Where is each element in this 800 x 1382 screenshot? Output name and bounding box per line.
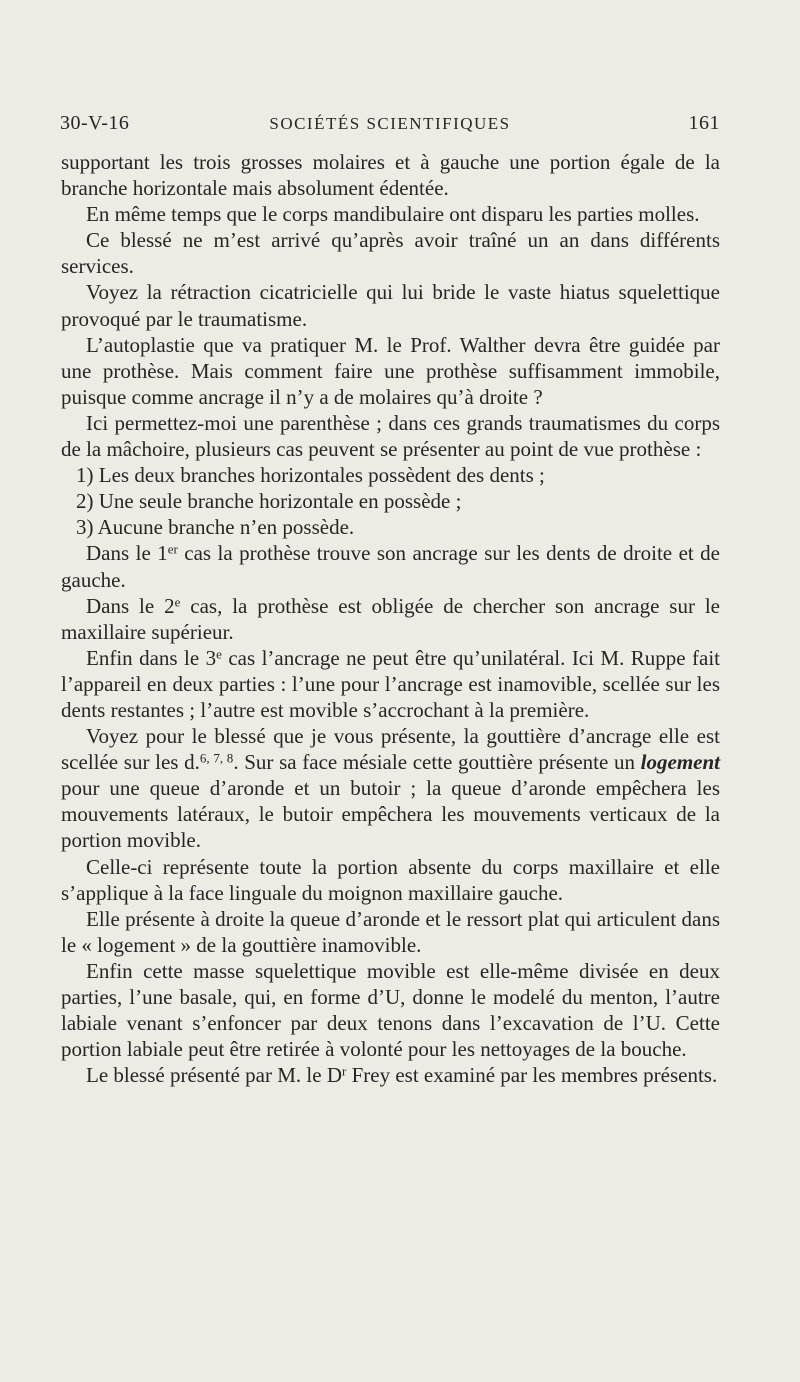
page-number: 161 [688, 112, 720, 134]
paragraph: L’autoplastie que va pratiquer M. le Prof. Walther devra être guidée par une prothèse. Mais comment faire une prothèse suffisamment immobile, puisque comme ancrage il n’y a de molaires qu’à droite ? [61, 332, 720, 409]
paragraph: Le blessé présenté par M. le $D^r$ Frey est examiné par les membres présents. [86, 1063, 718, 1088]
paragraph: Voyez pour le blessé que je vous présente, la gouttière d’ancrage elle est scellée sur les d.$^{6, 7, 8}$. Sur sa face mésiale cette gouttière présente un logement pour une queue d’aronde et un butoir ; la queue d’aronde empêchera les mouvements latéraux, le butoir empêchera les mouvements verticaux de la portion movible. [61, 724, 720, 853]
paragraph: En même temps que le corps mandibulaire ont disparu les parties molles. [86, 202, 700, 227]
paragraph: Ici permettez-moi une parenthèse ; dans ces grands traumatismes du corps de la mâchoire, plusieurs cas peuvent se présenter au point de vue prothèse : [61, 410, 720, 462]
header-title: SOCIÉTÉS SCIENTIFIQUES [269, 114, 511, 133]
emphasis: logement [640, 750, 720, 775]
paragraph: Voyez la rétraction cicatricielle qui lui bride le vaste hiatus squelettique provoqué par le traumatisme. [61, 280, 720, 331]
paragraph: supportant les trois grosses molaires et à gauche une portion égale de la branche horizontale mais absolument édentée. [61, 150, 720, 201]
paragraph: Dans le 2e cas, la prothèse est obligée de chercher son ancrage sur le maxillaire supérieur. [61, 593, 720, 644]
paragraph: Celle-ci représente toute la portion absente du corps maxillaire et elle s’applique à la face linguale du moignon maxillaire gauche. [61, 854, 720, 905]
header-date: 30-V-16 [60, 112, 130, 134]
paragraph: Ce blessé ne m’est arrivé qu’après avoir traîné un an dans différents services. [61, 228, 720, 279]
list-item: 2) Une seule branche horizontale en possède ; [76, 489, 462, 514]
list-item: 1) Les deux branches horizontales possèdent des dents ; [76, 463, 545, 488]
running-head [60, 112, 720, 138]
paragraph: Elle présente à droite la queue d’aronde et le ressort plat qui articulent dans le « logement » de la gouttière inamovible. [61, 906, 720, 957]
body-text [61, 149, 720, 1088]
paragraph: Dans le 1er cas la prothèse trouve son ancrage sur les dents de droite et de gauche. [61, 541, 720, 592]
list-item: 3) Aucune branche n’en possède. [76, 515, 355, 540]
paragraph: Enfin cette masse squelettique movible est elle-même divisée en deux parties, l’une basale, qui, en forme d’U, donne le modelé du menton, l’autre labiale venant s’enfoncer par deux tenons dans l’excavation de l’U. Cette portion labiale peut être retirée à volonté pour les nettoyages de la bouche. [61, 958, 720, 1062]
paragraph: Enfin dans le 3e cas l’ancrage ne peut être qu’unilatéral. Ici M. Ruppe fait l’appareil en deux parties : l’une pour l’ancrage est inamovible, scellée sur les dents restantes ; l’autre est movible s’accrochant à la première. [61, 645, 720, 722]
